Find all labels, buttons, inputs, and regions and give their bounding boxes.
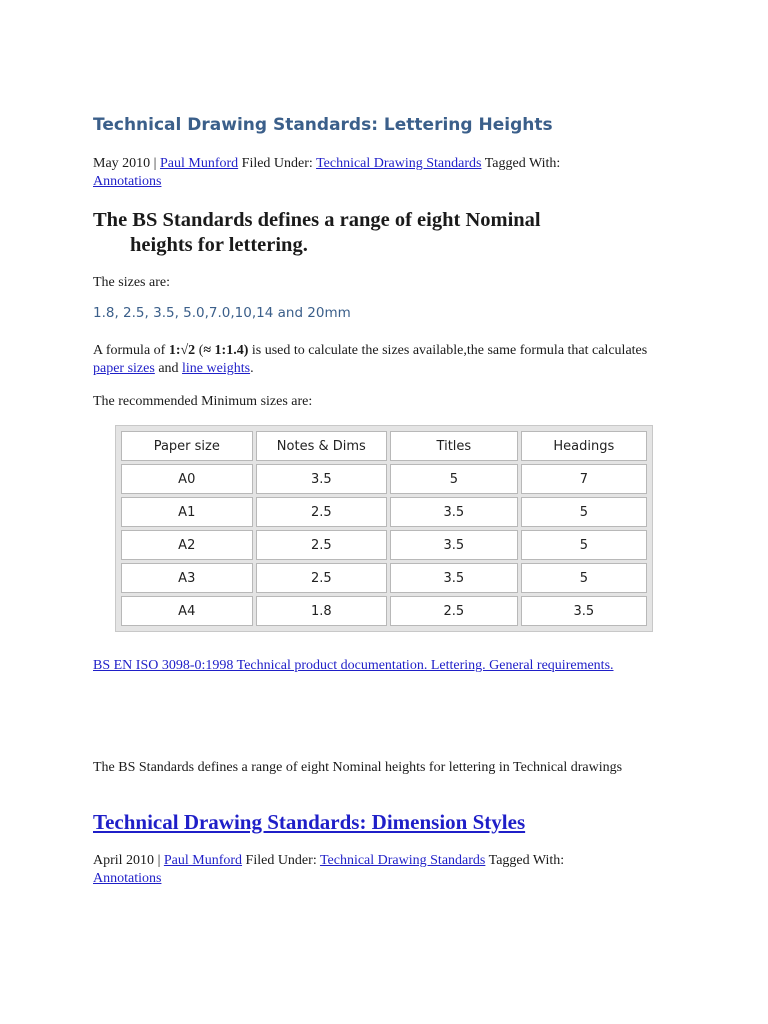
table-cell: A2 xyxy=(121,530,253,560)
table-header-row xyxy=(121,431,647,461)
formula-ratio: 1:√2 xyxy=(168,343,196,358)
table-cell: 2.5 xyxy=(390,596,518,626)
second-post-title xyxy=(93,810,525,835)
table-cell: A0 xyxy=(121,464,253,494)
tag-link[interactable]: Annotations xyxy=(93,174,162,189)
table-row xyxy=(121,596,647,626)
iso-standard-link[interactable]: BS EN ISO 3098-0:1998 Technical product documentation. Lettering. General requirements. xyxy=(93,658,614,673)
sizes-intro: The sizes are: xyxy=(93,275,170,290)
paper-sizes-link[interactable]: paper sizes xyxy=(93,361,155,376)
formula-paren: ( xyxy=(195,343,204,358)
table-cell: 5 xyxy=(521,563,647,593)
tagged-with-label: Tagged With: xyxy=(485,853,565,868)
table-row xyxy=(121,530,647,560)
table-header: Titles xyxy=(390,431,518,461)
table-header: Notes & Dims xyxy=(256,431,388,461)
table-cell: 3.5 xyxy=(256,464,388,494)
formula-prefix: A formula of xyxy=(93,343,169,358)
table-cell: 5 xyxy=(521,530,647,560)
meta-separator: | xyxy=(150,156,160,171)
lettering-table xyxy=(115,425,653,632)
heading-line-1: The BS Standards defines a range of eight Nominal xyxy=(93,209,541,231)
second-post-title-link[interactable]: Technical Drawing Standards: Dimension Styles xyxy=(93,810,526,834)
formula-text: is used to calculate the sizes available,the same formula that calculates xyxy=(248,343,648,358)
author-link[interactable]: Paul Munford xyxy=(159,156,239,171)
heading-line-2: heights for lettering. xyxy=(130,234,308,256)
tag-link[interactable]: Annotations xyxy=(93,871,162,886)
table-cell: 1.8 xyxy=(256,596,388,626)
post-meta xyxy=(93,155,653,191)
post-title: Technical Drawing Standards: Lettering Heights xyxy=(93,115,553,135)
formula-approx: ≈ 1:1.4) xyxy=(203,343,249,358)
filed-under-label: Filed Under: xyxy=(242,853,320,868)
author-link[interactable]: Paul Munford xyxy=(163,853,243,868)
table-cell: 7 xyxy=(521,464,647,494)
sizes-list: 1.8, 2.5, 3.5, 5.0,7.0,10,14 and 20mm xyxy=(93,305,351,321)
table-row xyxy=(121,563,647,593)
table-cell: 3.5 xyxy=(390,530,518,560)
category-link[interactable]: Technical Drawing Standards xyxy=(319,853,486,868)
table-cell: 2.5 xyxy=(256,563,388,593)
table-row xyxy=(121,464,647,494)
formula-end: . xyxy=(250,361,254,376)
line-weights-link[interactable]: line weights xyxy=(182,361,251,376)
tagged-with-label: Tagged With: xyxy=(481,156,561,171)
formula-paragraph xyxy=(93,342,663,378)
table-cell: 3.5 xyxy=(390,497,518,527)
recommended-intro: The recommended Minimum sizes are: xyxy=(93,394,313,409)
post-date: May 2010 xyxy=(93,156,151,171)
table-row xyxy=(121,497,647,527)
table-cell: 2.5 xyxy=(256,497,388,527)
table-cell: A1 xyxy=(121,497,253,527)
post-summary: The BS Standards defines a range of eight Nominal heights for lettering in Technical drawings xyxy=(93,760,623,775)
table-header: Headings xyxy=(521,431,647,461)
second-post-meta xyxy=(93,852,653,888)
category-link[interactable]: Technical Drawing Standards xyxy=(316,156,482,171)
table-cell: A3 xyxy=(121,563,253,593)
table-cell: 3.5 xyxy=(521,596,647,626)
table-cell: 5 xyxy=(390,464,518,494)
table-cell: 5 xyxy=(521,497,647,527)
formula-and: and xyxy=(154,361,183,376)
table-cell: 2.5 xyxy=(256,530,388,560)
meta-separator: | xyxy=(154,853,164,868)
table-header: Paper size xyxy=(121,431,253,461)
table-cell: A4 xyxy=(121,596,253,626)
post-date: April 2010 xyxy=(93,853,155,868)
filed-under-label: Filed Under: xyxy=(238,156,317,171)
section-heading xyxy=(93,208,653,258)
table-cell: 3.5 xyxy=(390,563,518,593)
